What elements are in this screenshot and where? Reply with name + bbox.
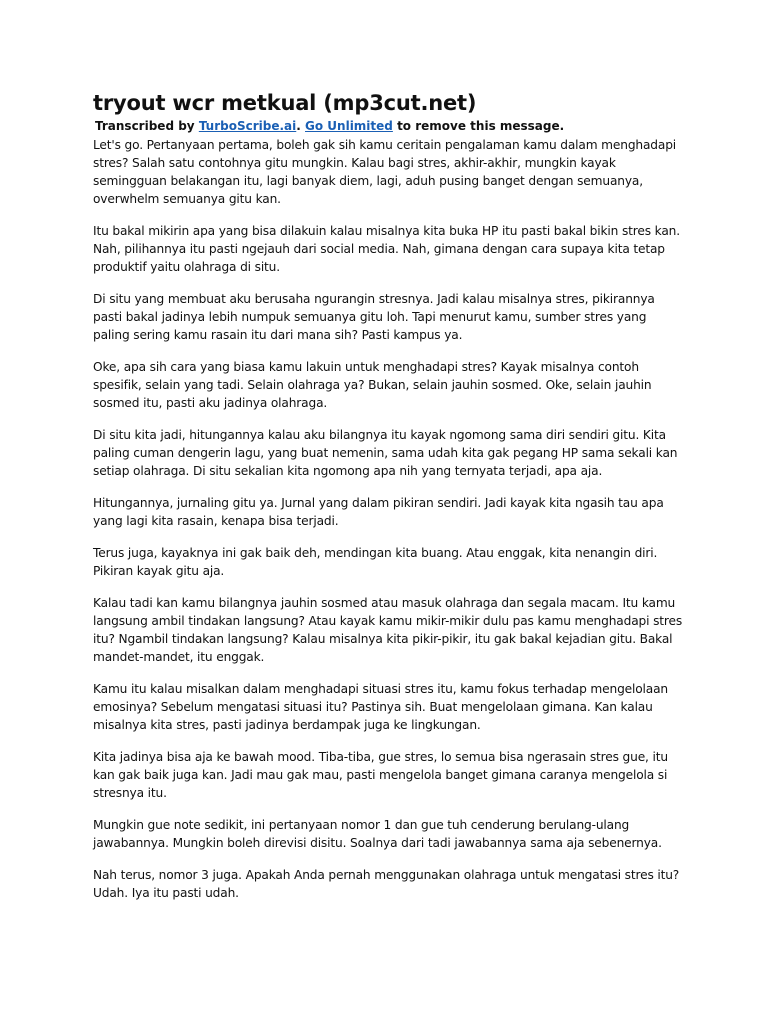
- watermark-separator: .: [296, 119, 306, 133]
- document-title: tryout wcr metkual (mp3cut.net): [93, 91, 477, 115]
- watermark-suffix: to remove this message.: [392, 119, 565, 133]
- transcript-paragraph: Di situ kita jadi, hitungannya kalau aku bilangnya itu kayak ngomong sama diri sendiri gitu. Kita paling cuman dengerin lagu, yang buat nemenin, sama udah kita gak pegang HP sama sekali kan setiap olahraga. Di situ sekalian kita ngomong apa nih yang ternyata terjadi, apa aja.: [93, 428, 678, 478]
- transcript-paragraph: Kamu itu kalau misalkan dalam menghadapi situasi stres itu, kamu fokus terhadap mengelolaan emosinya? Sebelum mengatasi situasi itu? Pastinya sih. Buat mengelolaan gimana. Kan kalau misalnya kita stres, pasti jadinya berdampak juga ke lingkungan.: [93, 682, 669, 732]
- transcript-paragraph: Itu bakal mikirin apa yang bisa dilakuin kalau misalnya kita buka HP itu pasti bakal bikin stres kan. Nah, pilihannya itu pasti ngejauh dari social media. Nah, gimana dengan cara supaya kita tetap produktif yaitu olahraga di situ.: [93, 224, 680, 274]
- go-unlimited-link[interactable]: Go Unlimited: [305, 119, 393, 133]
- transcript-paragraph: Terus juga, kayaknya ini gak baik deh, mendingan kita buang. Atau enggak, kita nenangin diri. Pikiran kayak gitu aja.: [93, 546, 658, 578]
- transcript-paragraph: Mungkin gue note sedikit, ini pertanyaan nomor 1 dan gue tuh cenderung berulang-ulang jawabannya. Mungkin boleh direvisi disitu. Soalnya dari tadi jawabannya sama aja sebenernya.: [93, 818, 662, 850]
- watermark-prefix: Transcribed by: [95, 119, 199, 133]
- document-page: [93, 88, 683, 916]
- transcript-paragraph: Oke, apa sih cara yang biasa kamu lakuin untuk menghadapi stres? Kayak misalnya contoh spesifik, selain yang tadi. Selain olahraga ya? Bukan, selain jauhin sosmed. Oke, selain jauhin sosmed itu, pasti aku jadinya olahraga.: [93, 360, 652, 410]
- transcript-paragraph: Di situ yang membuat aku berusaha ngurangin stresnya. Jadi kalau misalnya stres, pikirannya pasti bakal jadinya lebih numpuk semuanya gitu loh. Tapi menurut kamu, sumber stres yang paling sering kamu rasain itu dari mana sih? Pasti kampus ya.: [93, 292, 655, 342]
- transcript-paragraph: Let's go. Pertanyaan pertama, boleh gak sih kamu ceritain pengalaman kamu dalam menghadapi stres? Salah satu contohnya gitu mungkin. Kalau bagi stres, akhir-akhir, mungkin kayak semingguan belakangan itu, lagi banyak diem, lagi, aduh pusing banget dengan semuanya, overwhelm semuanya gitu kan.: [93, 138, 677, 206]
- transcript-paragraph: Kalau tadi kan kamu bilangnya jauhin sosmed atau masuk olahraga dan segala macam. Itu kamu langsung ambil tindakan langsung? Atau kayak kamu mikir-mikir dulu pas kamu menghadapi stres itu? Ngambil tindakan langsung? Kalau misalnya kita pikir-pikir, itu gak bakal kejadian gitu. Bakal mandet-mandet, itu enggak.: [93, 596, 683, 664]
- transcript-paragraph: Hitungannya, jurnaling gitu ya. Jurnal yang dalam pikiran sendiri. Jadi kayak kita ngasih tau apa yang lagi kita rasain, kenapa bisa terjadi.: [93, 496, 664, 528]
- transcript-paragraph: Nah terus, nomor 3 juga. Apakah Anda pernah menggunakan olahraga untuk mengatasi stres itu? Udah. Iya itu pasti udah.: [93, 868, 680, 900]
- transcription-watermark: [95, 118, 683, 134]
- turboscribe-link[interactable]: TurboScribe.ai: [198, 119, 297, 133]
- transcript-paragraph: Kita jadinya bisa aja ke bawah mood. Tiba-tiba, gue stres, lo semua bisa ngerasain stres gue, itu kan gak baik juga kan. Jadi mau gak mau, pasti mengelola banget gimana caranya mengelola si stresnya itu.: [93, 750, 668, 800]
